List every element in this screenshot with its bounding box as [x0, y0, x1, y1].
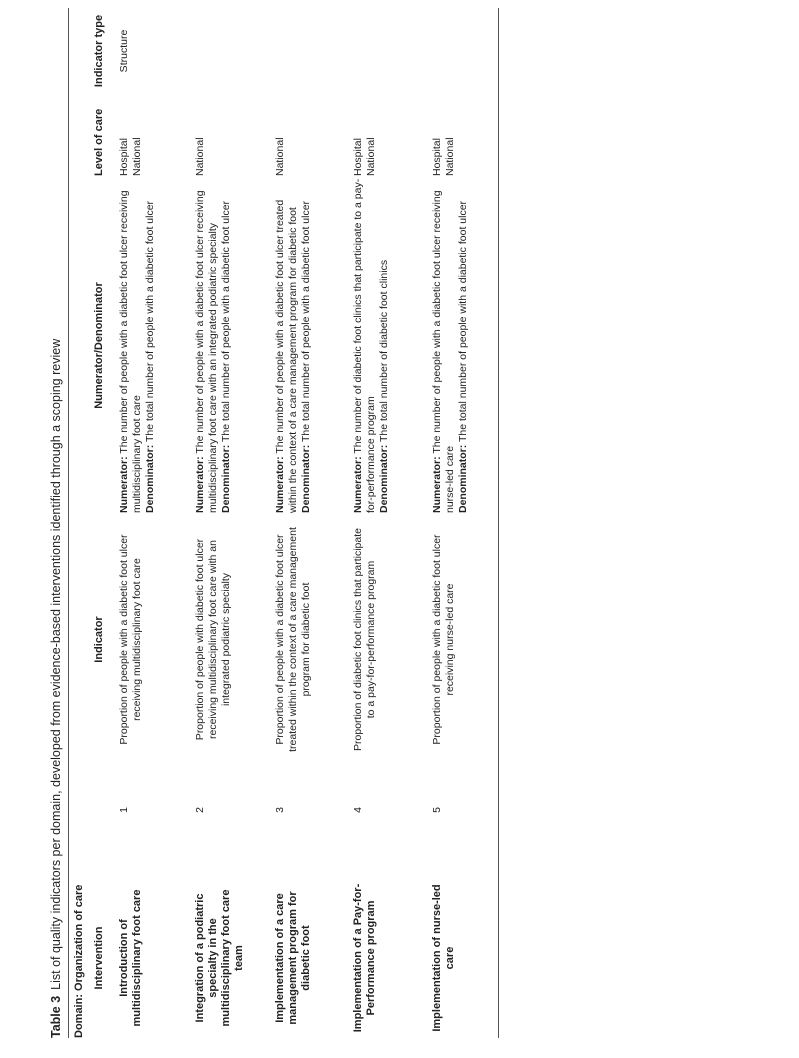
denominator-text: Denominator: The total number of people with a diabetic foot ulcer [300, 200, 312, 513]
intervention-cell: Integration of a podiatric specialty in the multidisciplinary foot care team [194, 889, 245, 1027]
domain-heading: Domain: Organization of care [73, 884, 85, 1038]
indicator-cell: Proportion of people with a diabetic foot ulcer receiving nurse-led care [431, 534, 456, 745]
level-of-care-value: National [274, 137, 286, 176]
numerator-denominator-cell [118, 178, 157, 513]
denominator-text-label: Denominator: [457, 444, 469, 513]
indicator-cell: Proportion of people with diabetic foot ulcer receiving multidisciplinary foot care with an integrated podiatric specialty [194, 538, 232, 741]
numerator-text: Numerator: The number of people with a diabetic foot ulcer receiving multidisciplinary foot care with an integrated podiatric specialty [194, 190, 219, 513]
indicator-cell: Proportion of people with a diabetic foot ulcer receiving multidisciplinary foot care [118, 534, 143, 745]
numerator-text-label: Numerator: [431, 456, 443, 513]
denominator-text: Denominator: The total number of people with a diabetic foot ulcer [220, 200, 232, 513]
numerator-text-label: Numerator: [274, 456, 286, 513]
numerator-text: Numerator: The number of people with a diabetic foot ulcer treated within the context of a care management program for diabetic foot [274, 199, 299, 513]
bottom-rule [498, 8, 499, 1038]
denominator-text-label: Denominator: [378, 444, 390, 513]
row-number: 1 [118, 807, 130, 813]
denominator-text-label: Denominator: [300, 444, 312, 513]
intervention-cell: Implementation of a Pay-for-Performance program [352, 883, 377, 1033]
numerator-denominator-cell [194, 178, 233, 513]
intervention-cell: Implementation of a care management program for diabetic foot [274, 891, 312, 1025]
numerator-text-label: Numerator: [352, 456, 364, 513]
table-3 [46, 8, 506, 1038]
level-of-care-cell [194, 106, 207, 176]
level-of-care-cell [352, 106, 378, 176]
level-of-care-cell [431, 106, 457, 176]
top-rule [68, 8, 69, 1038]
row-number: 3 [274, 807, 286, 813]
level-of-care-value: National [365, 137, 377, 176]
numerator-denominator-cell [274, 178, 313, 513]
numerator-text-label: Numerator: [194, 456, 206, 513]
numerator-denominator-cell [352, 178, 391, 513]
row-number: 4 [352, 807, 364, 813]
level-of-care-value: Hospital [118, 138, 130, 176]
table-label: Table 3 [49, 995, 63, 1038]
numerator-text: Numerator: The number of diabetic foot clinics that participate to a pay-for-performance program [352, 178, 377, 513]
row-number: 2 [194, 807, 206, 813]
caption-text: List of quality indicators per domain, developed from evidence-based interventions identified through a scoping review [49, 338, 63, 990]
indicator-cell: Proportion of diabetic foot clinics that participate to a pay-for-performance program [352, 528, 377, 751]
level-of-care-value: National [194, 137, 206, 176]
numerator-text: Numerator: The number of people with a diabetic foot ulcer receiving multidisciplinary foot care [118, 190, 143, 513]
denominator-text: Denominator: The total number of people with a diabetic foot ulcer [144, 200, 156, 513]
indicator-type-cell: Structure [118, 29, 130, 73]
numerator-text-label: Numerator: [118, 456, 130, 513]
denominator-text: Denominator: The total number of people with a diabetic foot ulcer [457, 200, 469, 513]
level-of-care-value: Hospital [352, 138, 364, 176]
denominator-text-label: Denominator: [220, 444, 232, 513]
denominator-text: Denominator: The total number of diabetic foot clinics [378, 259, 390, 513]
denominator-text-label: Denominator: [144, 444, 156, 513]
header-intervention: Intervention [93, 926, 105, 990]
header-indicator: Indicator [93, 616, 105, 663]
intervention-cell: Implementation of nurse-led care [431, 884, 456, 1032]
table-caption [49, 339, 63, 1038]
level-of-care-cell [118, 106, 144, 176]
level-of-care-value: Hospital [431, 138, 443, 176]
header-level-of-care: Level of care [93, 108, 105, 176]
level-of-care-value: National [131, 137, 143, 176]
level-of-care-value: National [444, 137, 456, 176]
numerator-text: Numerator: The number of people with a diabetic foot ulcer receiving nurse-led care [431, 190, 456, 513]
level-of-care-cell [274, 106, 287, 176]
header-numerator-denominator: Numerator/Denominator [93, 282, 105, 409]
header-indicator-type: Indicator type [93, 14, 105, 88]
intervention-cell: Introduction of multidisciplinary foot care [118, 889, 143, 1027]
row-number: 5 [431, 807, 443, 813]
numerator-denominator-cell [431, 178, 470, 513]
indicator-cell: Proportion of people with a diabetic foot ulcer treated within the context of a care management program for diabetic foot [274, 527, 312, 752]
